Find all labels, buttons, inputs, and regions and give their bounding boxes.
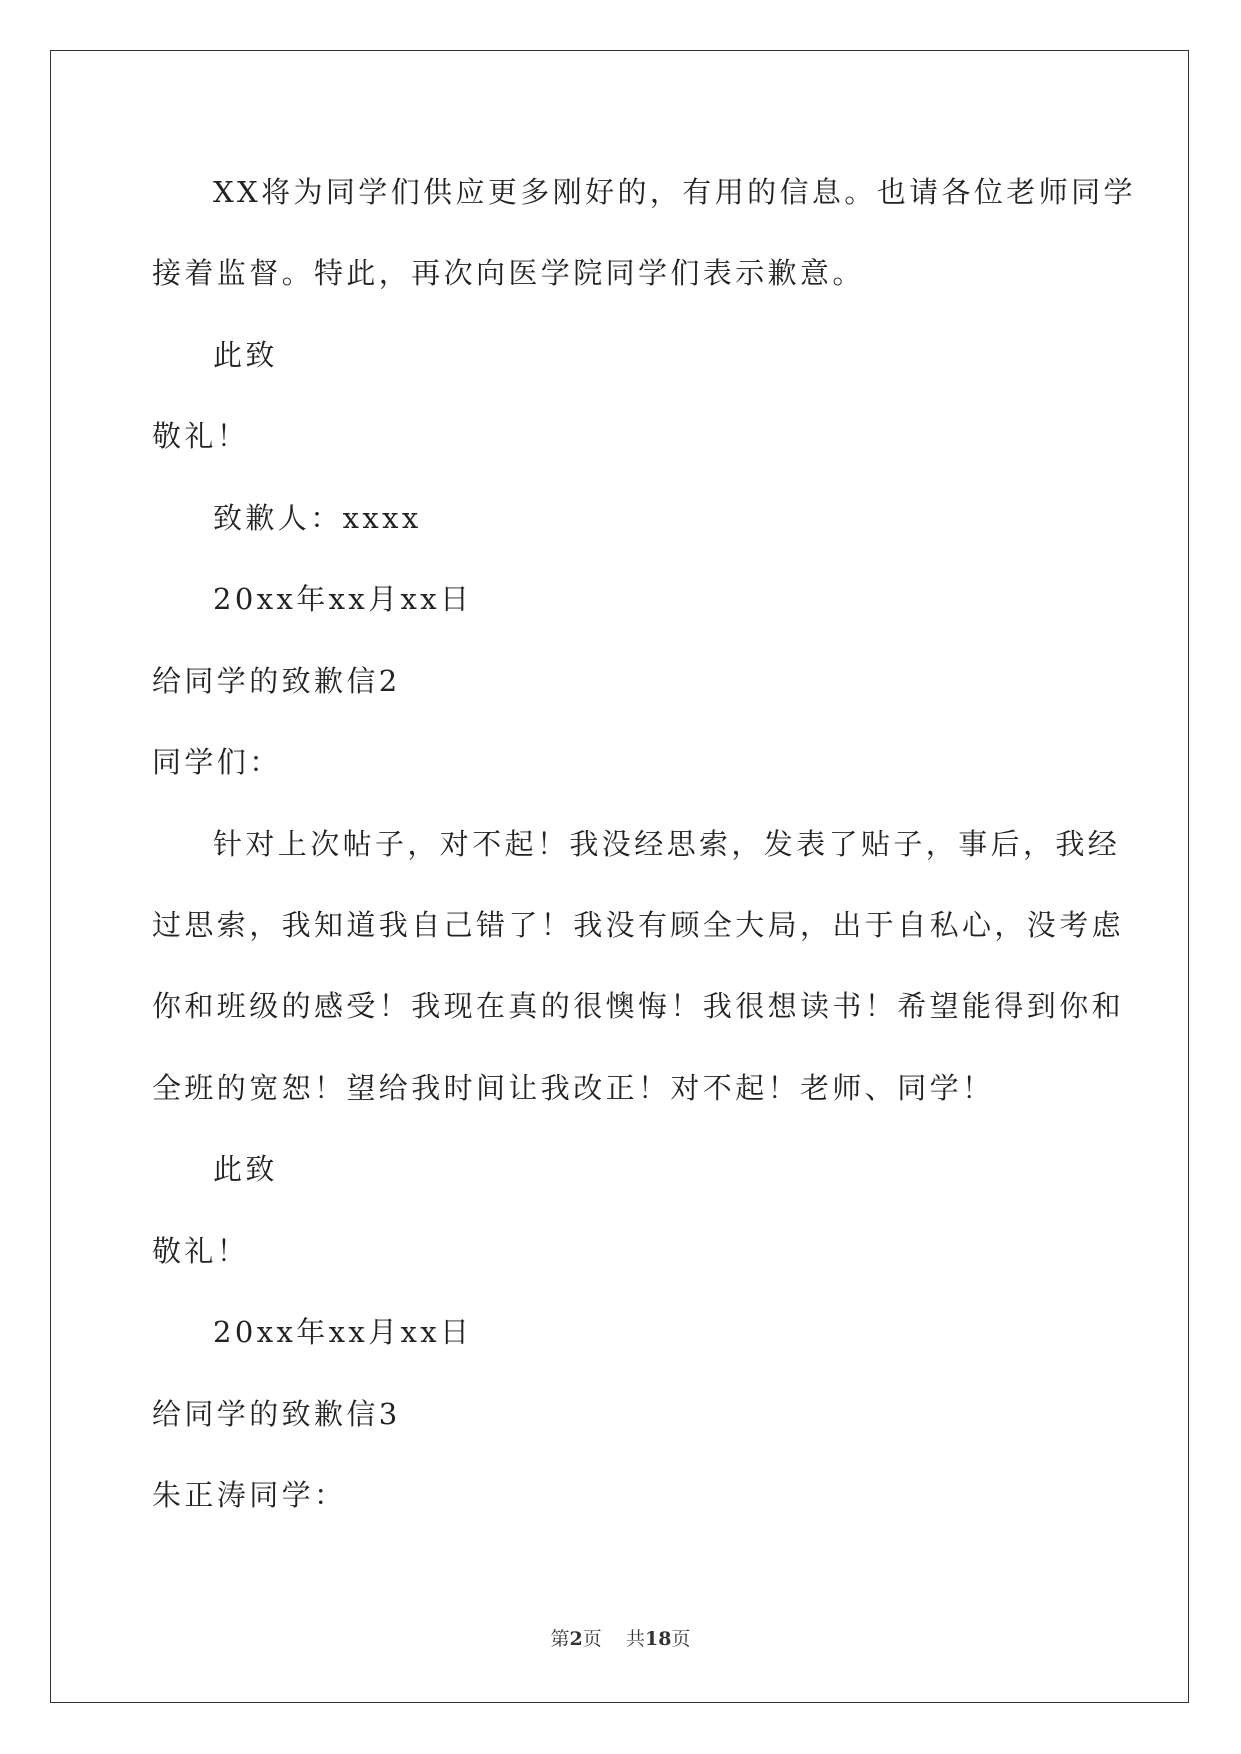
closing-salutation: 此致 — [213, 338, 278, 372]
body-line: 全班的宽恕！望给我时间让我改正！对不起！老师、同学！ — [152, 1071, 995, 1105]
page-suffix: 页 — [582, 1628, 602, 1650]
date-line: 20xx年xx月xx日 — [213, 1315, 473, 1349]
greeting-line: 朱正涛同学： — [152, 1478, 347, 1512]
page-prefix: 第 — [550, 1628, 570, 1650]
body-line: 接着监督。特此，再次向医学院同学们表示歉意。 — [152, 256, 865, 290]
page-frame — [50, 50, 1189, 1703]
date-line: 20xx年xx月xx日 — [213, 582, 473, 616]
page-number: 2 — [569, 1628, 583, 1650]
section-heading: 给同学的致歉信3 — [152, 1397, 401, 1431]
closing-regards: 敬礼！ — [152, 419, 250, 453]
closing-salutation: 此致 — [213, 1152, 278, 1186]
signature-line: 致歉人：xxxx — [213, 501, 422, 535]
total-prefix: 共 — [625, 1628, 645, 1650]
page-footer — [0, 1627, 1241, 1651]
total-suffix: 页 — [671, 1628, 691, 1650]
greeting-line: 同学们： — [152, 745, 282, 779]
body-line: XX将为同学们供应更多刚好的，有用的信息。也请各位老师同学 — [213, 175, 1136, 209]
closing-regards: 敬礼！ — [152, 1234, 250, 1268]
body-line: 针对上次帖子，对不起！我没经思索，发表了贴子，事后，我经 — [213, 827, 1121, 861]
body-line: 你和班级的感受！我现在真的很懊悔！我很想读书！希望能得到你和 — [152, 989, 1125, 1023]
body-line: 过思索，我知道我自己错了！我没有顾全大局，出于自私心，没考虑 — [152, 908, 1125, 942]
section-heading: 给同学的致歉信2 — [152, 664, 401, 698]
total-pages: 18 — [644, 1628, 672, 1650]
